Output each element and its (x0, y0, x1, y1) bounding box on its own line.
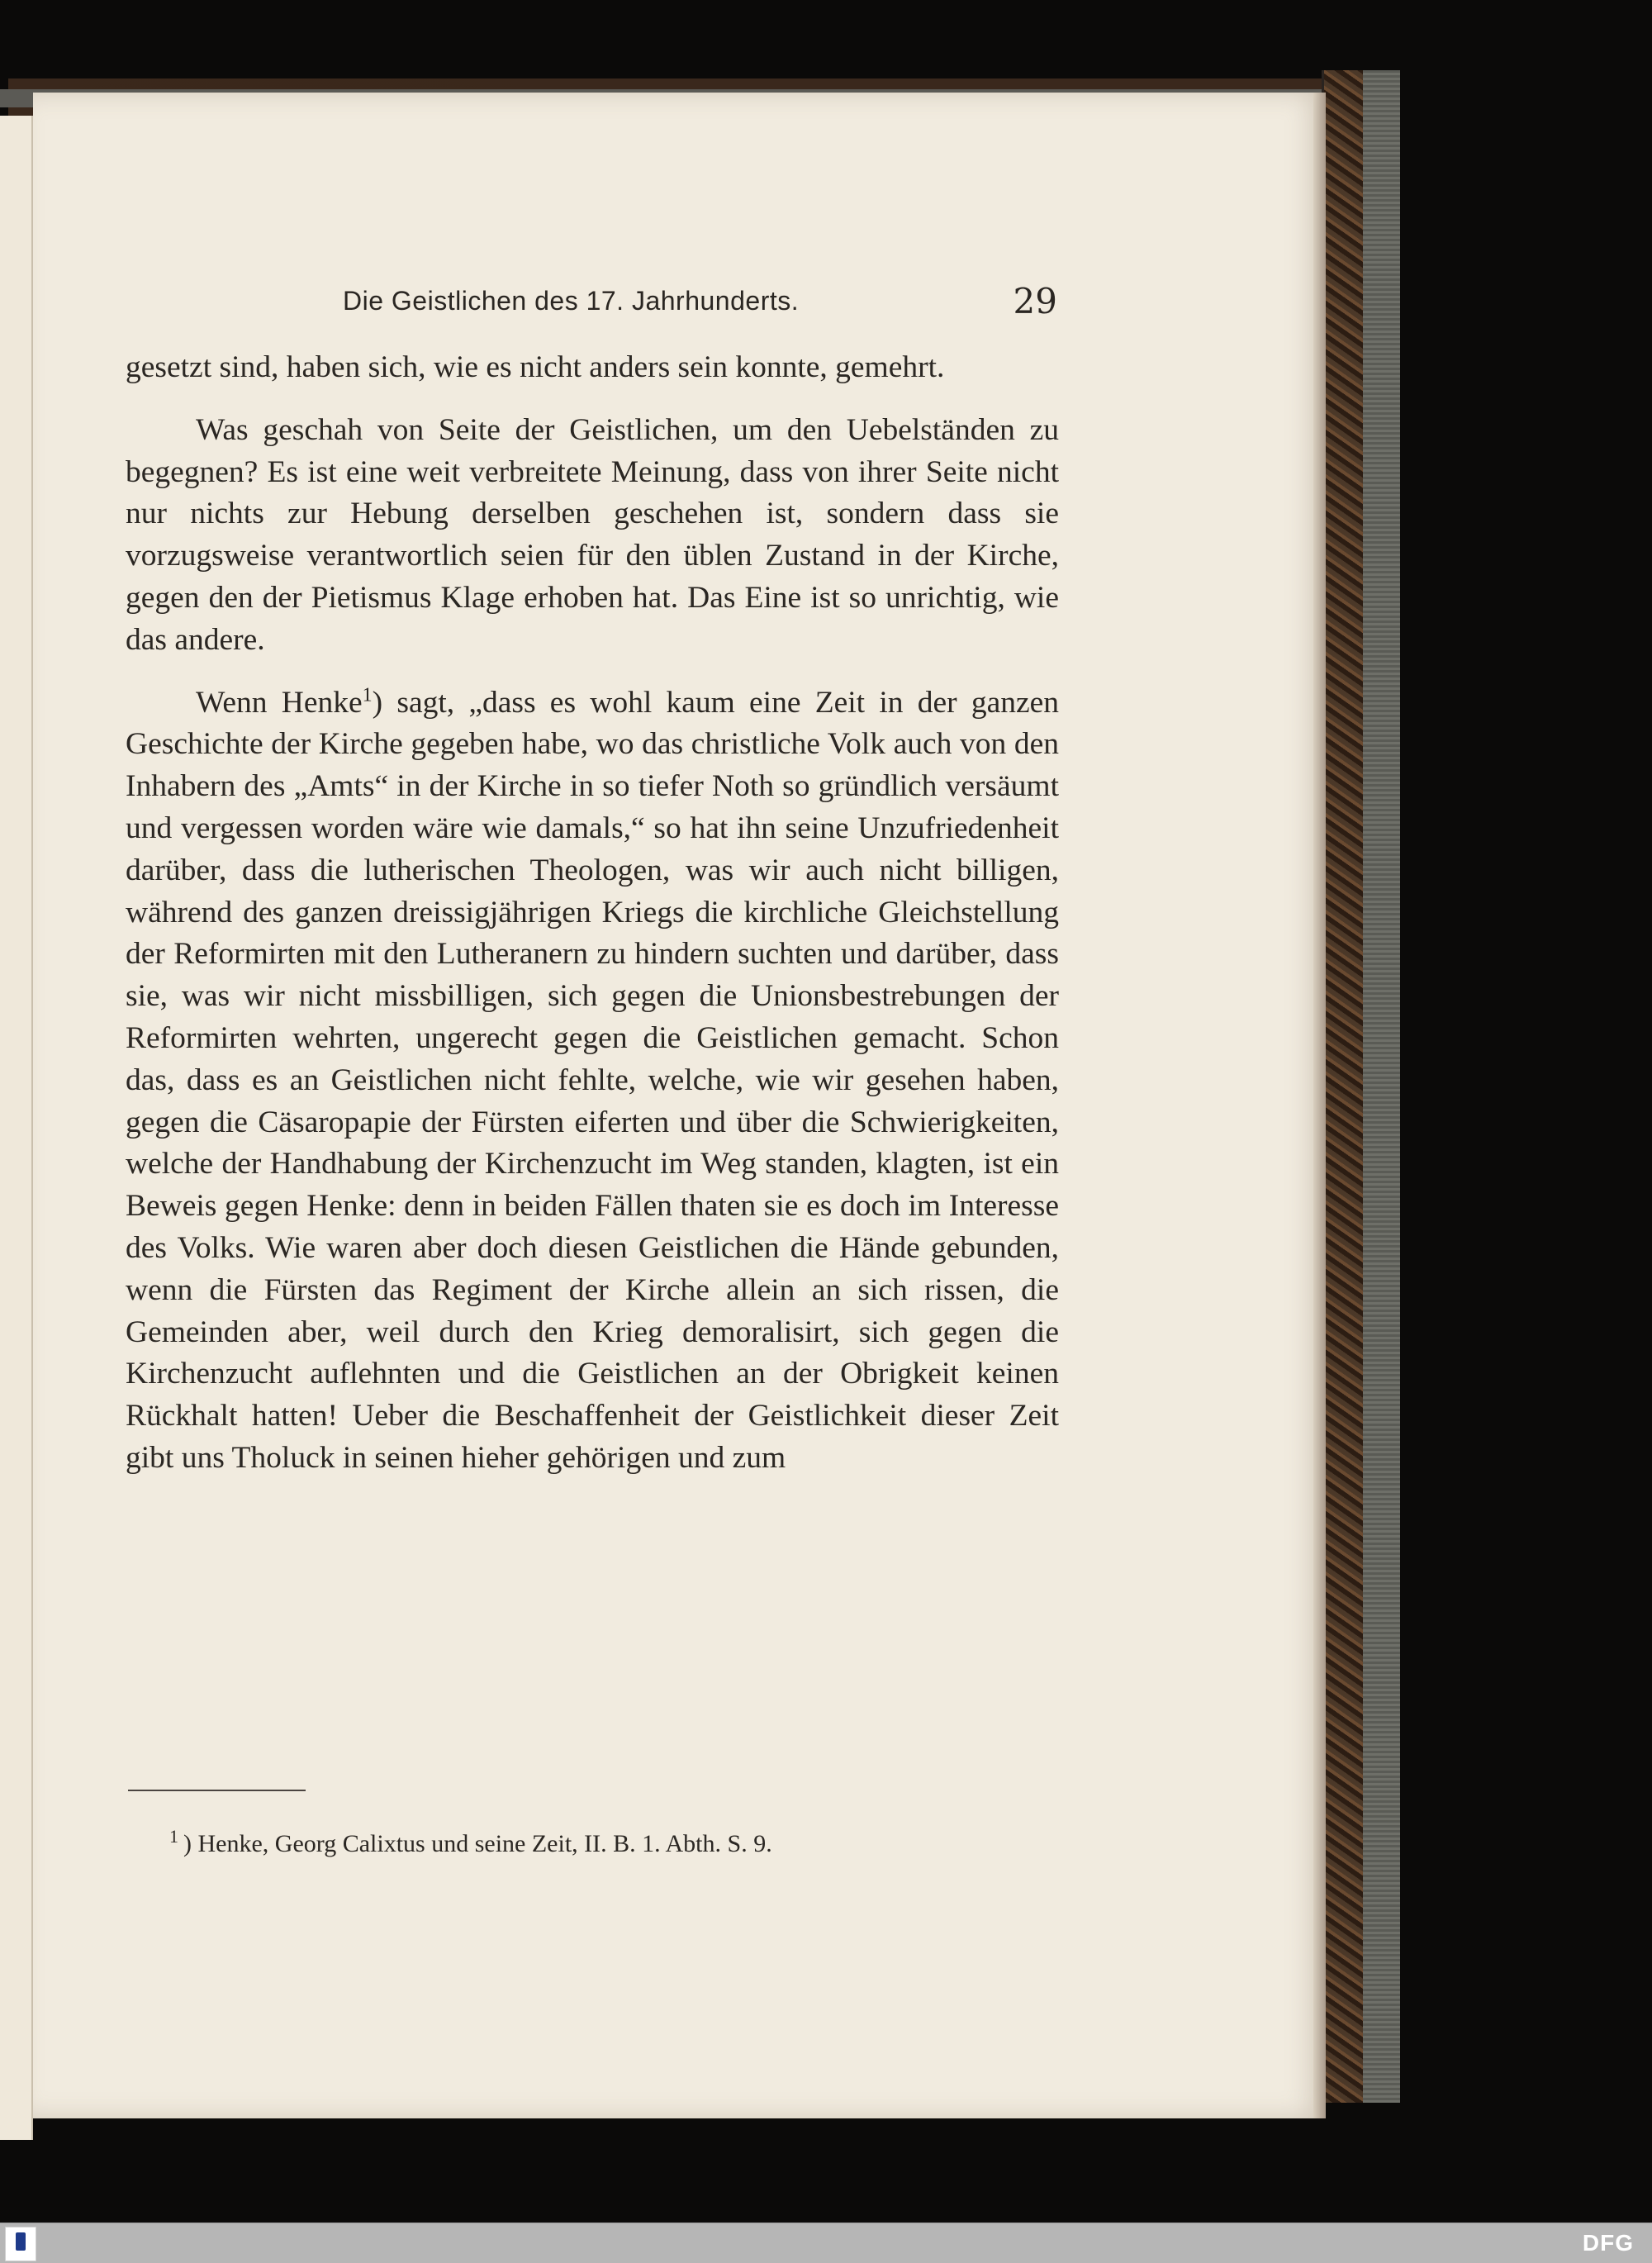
running-title: Die Geistlichen des 17. Jahrhunderts. (343, 286, 800, 316)
footnote-divider (128, 1790, 306, 1791)
footnote (169, 1826, 1061, 1858)
paragraph-start: Wenn Henke (196, 685, 363, 720)
footnote-text: ) Henke, Georg Calixtus und seine Zeit, II. B. 1. Abth. S. 9. (183, 1830, 772, 1857)
dfg-logo[interactable]: DFG (1582, 2230, 1634, 2256)
paragraph: gesetzt sind, haben sich, wie es nicht anders sein konnte, gemehrt. (126, 350, 945, 384)
running-head (91, 281, 1057, 322)
library-logo-icon[interactable] (5, 2227, 36, 2261)
paragraph (126, 682, 1059, 1480)
body-text (126, 347, 1059, 1480)
facing-page-edge (0, 116, 33, 2140)
library-emblem-icon (16, 2232, 26, 2251)
cloth-spine (1363, 70, 1400, 2103)
paragraph-rest: ) sagt, „dass es wohl kaum eine Zeit in der ganzen Geschichte der Kirche gegeben habe, wo das christliche Volk auch von den Inhabern des „Amts“ in der Kirche in so tiefer Noth so gründlich versäumt und vergessen worden wäre wie damals,“ so hat ihn seine Unzufriedenheit darüber, dass die lutherischen Theologen, was wir auch nicht billigen, während des ganzen dreissigjährigen Kriegs die kirchliche Gleichstellung der Reformirten mit den Lutheranern zu hindern suchten und darüber, dass sie, was wir nicht missbilligen, sich gegen die Unionsbestrebungen der Reformirten wehrten, ungerecht gegen die Geistlichen gemacht. Schon das, dass es an Geistlichen nicht fehlte, welche, wie wir gesehen haben, gegen die Cäsaropapie der Fürsten eiferten und über die Schwierigkeiten, welche der Handhabung der Kirchenzucht im Weg standen, klagten, ist ein Beweis gegen Henke: denn in beiden Fällen thaten sie es doch im Interesse des Volks. Wie waren aber doch diesen Geistlichen die Hände gebunden, wenn die Fürsten das Regiment der Kirche allein an sich rissen, die Gemeinden aber, weil durch den Krieg demoralisirt, sich gegen die Kirchenzucht auflehnten und die Geistlichen an der Obrigkeit keinen Rückhalt hatten! Ueber die Beschaffenheit der Geistlichkeit dieser Zeit gibt uns Tholuck in seinen hieher gehörigen und zum (126, 685, 1060, 1475)
paragraph: Was geschah von Seite der Geistlichen, um den Uebelständen zu begegnen? Es ist eine weit verbreitete Meinung, dass von ihrer Seite nicht nur nichts zur Hebung derselben geschehen ist, sondern dass sie vorzugsweise verantwortlich seien für den üblen Zustand in der Kirche, gegen den der Pietismus Klage erhoben hat. Das Eine ist so unrichtig, wie das andere. (126, 412, 1059, 657)
viewer-footer-bar (0, 2223, 1652, 2263)
footnote-mark: 1 (169, 1826, 178, 1847)
page-number: 29 (1013, 281, 1057, 321)
footnote-reference[interactable]: 1 (362, 684, 373, 706)
page-fore-edge (1313, 93, 1326, 2118)
